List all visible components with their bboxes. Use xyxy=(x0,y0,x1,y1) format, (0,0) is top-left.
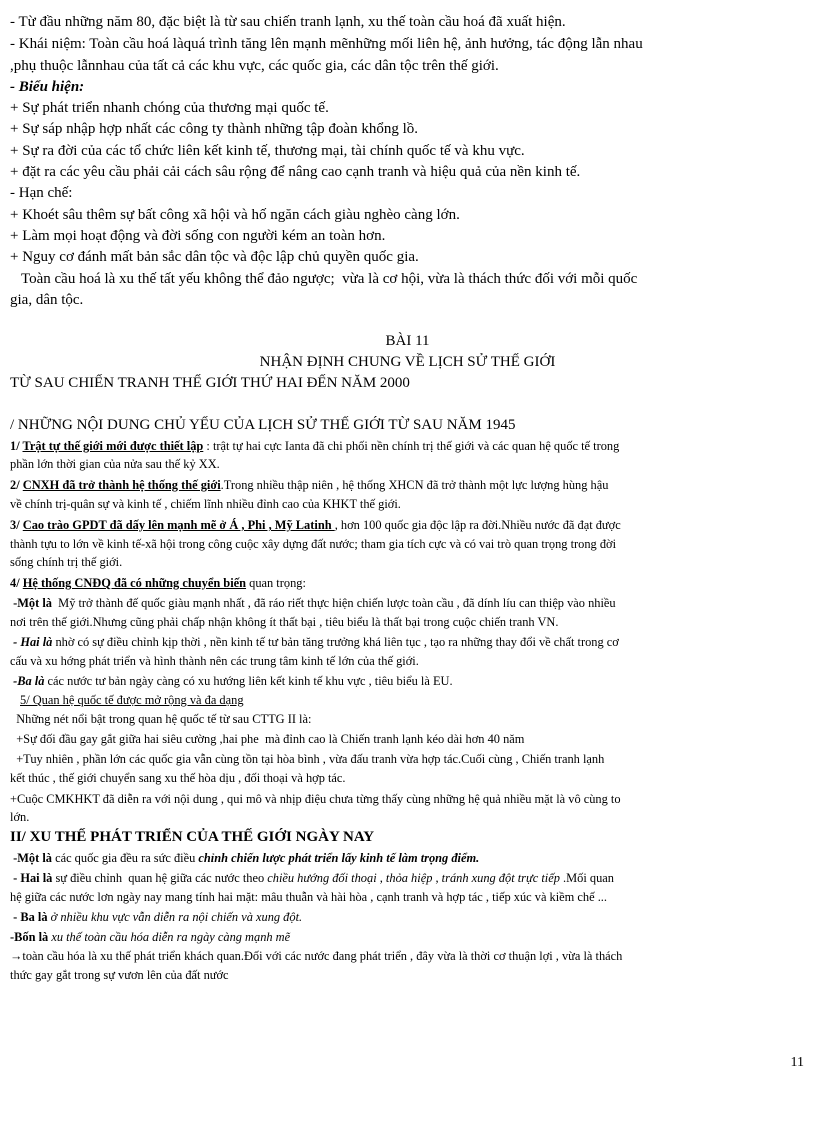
lead-label: -Ba là xyxy=(10,674,48,688)
lead-label: -Một là xyxy=(10,851,52,865)
point-text: , hơn 100 quốc gia độc lập ra đời.Nhiều nước đã đạt được xyxy=(334,518,621,532)
point-4-b xyxy=(10,634,805,650)
point-1-cont: phần lớn thời gian của nửa sau thế kỷ XX. xyxy=(10,457,220,471)
point-title: CNXH đã trở thành hệ thống thế giới xyxy=(22,478,221,492)
point-5-line: +Cuộc CMKHKT đã diễn ra với nội dung , qui mô và nhịp điệu chưa từng thấy cùng những hệ quả nhiều mặt là vô cùng to xyxy=(10,792,621,806)
point-text: Mỹ trở thành đế quốc giàu mạnh nhất , đã ráo riết thực hiện chiến lược toàn cầu , đã dính líu can thiệp vào nhiều xyxy=(55,596,616,610)
page-number: 11 xyxy=(790,1055,804,1070)
point-title: Cao trào GPDT đã dấy lên mạnh mẽ ở Á , Phi , Mỹ Latinh xyxy=(22,518,335,532)
point-5-line: kết thúc , thế giới chuyển sang xu thế hòa dịu , đối thoại và hợp tác. xyxy=(10,771,346,785)
han-che-item: + Làm mọi hoạt động và đời sống con người kém an toàn hơn. xyxy=(10,228,386,244)
lead-label: - Hai là xyxy=(10,635,56,649)
trend-emphasis: chiều hướng đối thoại , thỏa hiệp , tránh xung đột trực tiếp xyxy=(267,871,560,885)
trend-text: các quốc gia đều ra sức điều xyxy=(51,851,199,865)
point-number: 3/ xyxy=(10,518,23,532)
point-3-cont: thành tựu to lớn về kinh tế-xã hội trong công cuộc xây dựng đất nước; tham gia tích cực và có vai trò quan trọng trong đời xyxy=(10,537,617,551)
trend-conclusion xyxy=(10,948,805,964)
point-2 xyxy=(10,477,805,493)
point-5-line: +Tuy nhiên , phần lớn các quốc gia vẫn cùng tồn tại hòa bình , vừa đấu tranh vừa hợp tác.Cuối cùng , Chiến tranh lạnh xyxy=(10,752,605,766)
bieu-hien-item: + Sự sáp nhập hợp nhất các công ty thành những tập đoàn khổng lồ. xyxy=(10,121,418,137)
point-number: 1/ xyxy=(10,439,23,453)
lesson-number: BÀI 11 xyxy=(385,333,430,349)
han-che-heading: - Hạn chế: xyxy=(10,185,73,201)
trend-conclusion-cont: thức gay gắt trong sự vươn lên của đất nước xyxy=(10,968,229,982)
lead-label: -Bốn là xyxy=(10,930,49,944)
trend-2-cont: hệ giữa các nước lơn ngày nay mang tính hai mặt: mâu thuẫn và hài hòa , cạnh tranh và hợp tác , tiếp xúc và kiềm chế ... xyxy=(10,890,608,904)
point-text: nhờ có sự điều chỉnh kịp thời , nền kinh tế tư bản tăng trưởng khá liên tục , tạo ra những thay đổi về chất trong cơ xyxy=(55,635,619,649)
han-che-item: + Khoét sâu thêm sự bất công xã hội và hố ngăn cách giàu nghèo càng lớn. xyxy=(10,207,460,223)
bieu-hien-item: + Sự phát triển nhanh chóng của thương mại quốc tế. xyxy=(10,100,329,116)
intro-line: - Khái niệm: Toàn cầu hoá làquá trình tăng lên mạnh mẽnhững mối liên hệ, ảnh hưởng, tác động lẫn nhau xyxy=(10,36,643,52)
point-5-line: +Sự đối đầu gay gắt giữa hai siêu cường ,hai phe mà đỉnh cao là Chiến tranh lạnh kéo dài hơn 40 năm xyxy=(10,732,525,746)
bieu-hien-item: + Sự ra đời của các tổ chức liên kết kinh tế, thương mại, tài chính quốc tế và khu vực. xyxy=(10,143,525,159)
point-text: quan trọng: xyxy=(246,576,306,590)
lead-label: - Hai là xyxy=(10,871,53,885)
lead-label: - Ba là xyxy=(10,910,48,924)
trend-2 xyxy=(10,870,805,886)
conclusion-line: Toàn cầu hoá là xu thế tất yếu không thể đảo ngược; vừa là cơ hội, vừa là thách thức đối với mỗi quốc xyxy=(10,271,638,287)
point-4 xyxy=(10,575,805,591)
trend-emphasis: ở nhiều khu vực vẫn diễn ra nội chiến và xung đột. xyxy=(47,910,303,924)
trend-4 xyxy=(10,929,805,945)
point-number: 4/ xyxy=(10,576,23,590)
trend-3 xyxy=(10,909,805,925)
point-3 xyxy=(10,517,805,533)
bieu-hien-item: + đặt ra các yêu cầu phải cải cách sâu rộng để nâng cao cạnh tranh và hiệu quả của nền kinh tế. xyxy=(10,164,581,180)
han-che-item: + Nguy cơ đánh mất bản sắc dân tộc và độc lập chủ quyền quốc gia. xyxy=(10,249,419,265)
point-5-line: lớn. xyxy=(10,810,30,824)
section2-heading: II/ XU THẾ PHÁT TRIỂN CỦA THẾ GIỚI NGÀY NAY xyxy=(10,829,375,845)
point-4-c xyxy=(10,673,805,689)
section1-heading: / NHỮNG NỘI DUNG CHỦ YẾU CỦA LỊCH SỬ THẾ GIỚI TỪ SAU NĂM 1945 xyxy=(10,417,516,433)
trend-text: toàn cầu hóa là xu thế phát triển khách quan.Đối với các nước đang phát triển , đây vừa là thời cơ thuận lợi , vừa là thách xyxy=(22,949,623,963)
point-4-a xyxy=(10,595,805,611)
bieu-hien-heading: - Biểu hiện: xyxy=(10,79,85,95)
intro-line: ,phụ thuộc lẫnnhau của tất cả các khu vực, các quốc gia, các dân tộc trên thế giới. xyxy=(10,58,499,74)
trend-text: sự điều chỉnh quan hệ giữa các nước theo xyxy=(52,871,268,885)
point-5-line: Những nét nổi bật trong quan hệ quốc tế từ sau CTTG II là: xyxy=(10,712,312,726)
point-number: 2/ xyxy=(10,478,23,492)
lesson-title: NHẬN ĐỊNH CHUNG VỀ LỊCH SỬ THẾ GIỚI xyxy=(259,354,556,370)
arrow-icon: → xyxy=(10,949,23,963)
point-title: Trật tự thế giới mới được thiết lập xyxy=(22,439,204,453)
trend-emphasis: chỉnh chiến lược phát triển lấy kinh tế làm trọng điểm. xyxy=(198,851,480,865)
intro-line: - Từ đầu những năm 80, đặc biệt là từ sau chiến tranh lạnh, xu thế toàn cầu hoá đã xuất hiện. xyxy=(10,14,566,30)
trend-1 xyxy=(10,850,805,866)
point-text: các nước tư bản ngày càng có xu hướng liên kết kinh tế khu vực , tiêu biểu là EU. xyxy=(47,674,453,688)
point-1 xyxy=(10,438,805,454)
lead-label: -Một là xyxy=(10,596,56,610)
point-text: : trật tự hai cực Ianta đã chi phối nền chính trị thế giới và các quan hệ quốc tế trong xyxy=(203,439,620,453)
lesson-subtitle: TỪ SAU CHIẾN TRANH THẾ GIỚI THỨ HAI ĐẾN NĂM 2000 xyxy=(10,375,410,391)
point-3-cont: sống chính trị thế giới. xyxy=(10,555,123,569)
point-text: .Trong nhiều thập niên , hệ thống XHCN đã trở thành một lực lượng hùng hậu xyxy=(220,478,609,492)
point-4-b-cont: cấu và xu hớng phát triển và hình thành nên các trung tâm kinh tế lớn của thế giới. xyxy=(10,654,419,668)
trend-text: .Mối quan xyxy=(559,871,614,885)
trend-emphasis: xu thế toàn cầu hóa diễn ra ngày càng mạnh mẽ xyxy=(48,930,291,944)
point-title: Hệ thống CNĐQ đã có những chuyển biến xyxy=(22,576,247,590)
conclusion-line: gia, dân tộc. xyxy=(10,292,84,308)
point-2-cont: về chính trị-quân sự và kinh tế , chiếm lĩnh nhiều đỉnh cao của KHKT thế giới. xyxy=(10,497,401,511)
point-4-a-cont: nơi trên thế giới.Nhưng cũng phải chấp nhận không ít thất bại , tiêu biểu là thất bại trong cuộc chiến tranh VN. xyxy=(10,615,559,629)
point-5-title: 5/ Quan hệ quốc tế được mở rộng và đa dạng xyxy=(20,693,244,707)
